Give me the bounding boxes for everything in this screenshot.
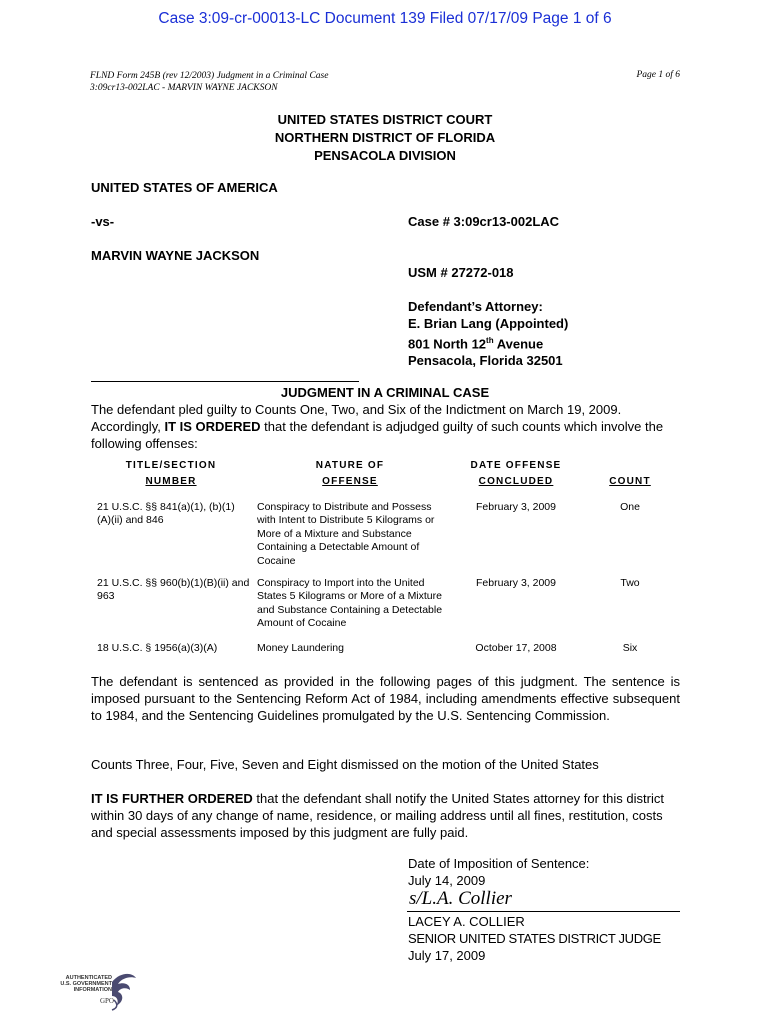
form-identifier	[90, 70, 328, 94]
caption-rule	[91, 381, 359, 382]
seal-line-2: U.S. GOVERNMENT	[60, 981, 112, 988]
row-3-count: Six	[622, 642, 638, 654]
row-2-date: February 3, 2009	[476, 577, 556, 589]
attorney-address-line-1: 801 North 12th Avenue	[408, 336, 544, 352]
imposition-date: July 14, 2009	[408, 873, 486, 888]
versus-label: -vs-	[91, 214, 115, 229]
seal-gpo-text: GPO	[99, 997, 114, 1005]
plaintiff-name: UNITED STATES OF AMERICA	[91, 180, 278, 195]
seal-line-1: AUTHENTICATED	[65, 975, 112, 981]
row-1-count: One	[620, 501, 640, 513]
signature-line	[407, 911, 680, 912]
attorney-address-line-2: Pensacola, Florida 32501	[408, 353, 563, 369]
judge-signature: s/L.A. Collier	[409, 888, 512, 909]
row-1-section: 21 U.S.C. §§ 841(a)(1), (b)(1)(A)(ii) and 846	[97, 501, 235, 527]
row-2-count: Two	[620, 577, 640, 589]
judge-name: LACEY A. COLLIER	[408, 914, 525, 929]
header-nature-offense: NATURE OF OFFENSE	[315, 460, 385, 487]
form-page-number: Page 1 of 6	[636, 70, 680, 80]
attorney-label: Defendant’s Attorney:	[408, 299, 543, 314]
gpo-authentication-seal	[40, 970, 140, 1020]
row-3-section: 18 U.S.C. § 1956(a)(3)(A)	[97, 642, 218, 654]
signature-date: July 17, 2009	[408, 948, 486, 963]
case-number: Case # 3:09cr13-002LAC	[408, 214, 560, 229]
header-count: COUNT	[609, 476, 651, 487]
form-line-1: FLND Form 245B (rev 12/2003) Judgment in a Criminal Case	[90, 71, 329, 81]
attorney-name: E. Brian Lang (Appointed)	[408, 316, 569, 331]
court-title	[0, 111, 770, 165]
ecf-court-header: Case 3:09-cr-00013-LC Document 139 Filed 07/17/09 Page 1 of 6	[158, 10, 612, 27]
court-district: NORTHERN DISTRICT OF FLORIDA	[274, 130, 496, 145]
row-1-offense: Conspiracy to Distribute and Possess with Intent to Distribute 5 Kilograms or More of a Mixture and Substance Containing a Detectable Amount of Cocaine	[257, 501, 435, 567]
defense-attorney-block	[408, 298, 568, 369]
row-1-date: February 3, 2009	[476, 501, 556, 513]
sentence-paragraph: The defendant is sentenced as provided in the following pages of this judgment. The sentence is imposed pursuant to the Sentencing Reform Act of 1984, including amendments effective subsequent to 1984, and the Sentencing Guidelines promulgated by the U.S. Sentencing Commission.	[91, 674, 680, 723]
form-line-2: 3:09cr13-002LAC - MARVIN WAYNE JACKSON	[90, 83, 278, 93]
judge-title: SENIOR UNITED STATES DISTRICT JUDGE	[408, 931, 661, 946]
row-2-offense: Conspiracy to Import into the United States 5 Kilograms or More of a Mixture and Substance Containing a Detectable Amount of Cocaine	[257, 577, 443, 630]
header-title-section: TITLE/SECTION NUMBER	[125, 460, 217, 487]
seal-line-3: INFORMATION	[73, 987, 112, 994]
court-division: PENSACOLA DIVISION	[314, 148, 456, 163]
defendant-name: MARVIN WAYNE JACKSON	[91, 248, 260, 263]
row-3-date: October 17, 2008	[475, 642, 557, 654]
dismissed-counts-paragraph: Counts Three, Four, Five, Seven and Eight dismissed on the motion of the United States	[91, 757, 599, 772]
court-name: UNITED STATES DISTRICT COURT	[277, 112, 493, 127]
usm-number: USM # 27272-018	[408, 265, 514, 280]
row-3-offense: Money Laundering	[257, 642, 344, 654]
row-2-section: 21 U.S.C. §§ 960(b)(1)(B)(ii) and 963	[97, 577, 250, 603]
imposition-label: Date of Imposition of Sentence:	[408, 856, 590, 871]
judgment-title: JUDGMENT IN A CRIMINAL CASE	[280, 385, 490, 400]
eagle-icon	[106, 970, 138, 1012]
intro-paragraph: The defendant pled guilty to Counts One, Two, and Six of the Indictment on March 19, 2009. Accordingly, IT IS ORDERED that the defendant is adjudged guilty of such counts which involve the following offenses:	[91, 402, 664, 451]
header-date-offense: DATE OFFENSE CONCLUDED	[470, 460, 562, 487]
further-ordered-paragraph: IT IS FURTHER ORDERED that the defendant shall notify the United States attorney for this district within 30 days of any change of name, residence, or mailing address until all fines, restitution, costs and special assessments imposed by this judgment are fully paid.	[91, 791, 664, 840]
